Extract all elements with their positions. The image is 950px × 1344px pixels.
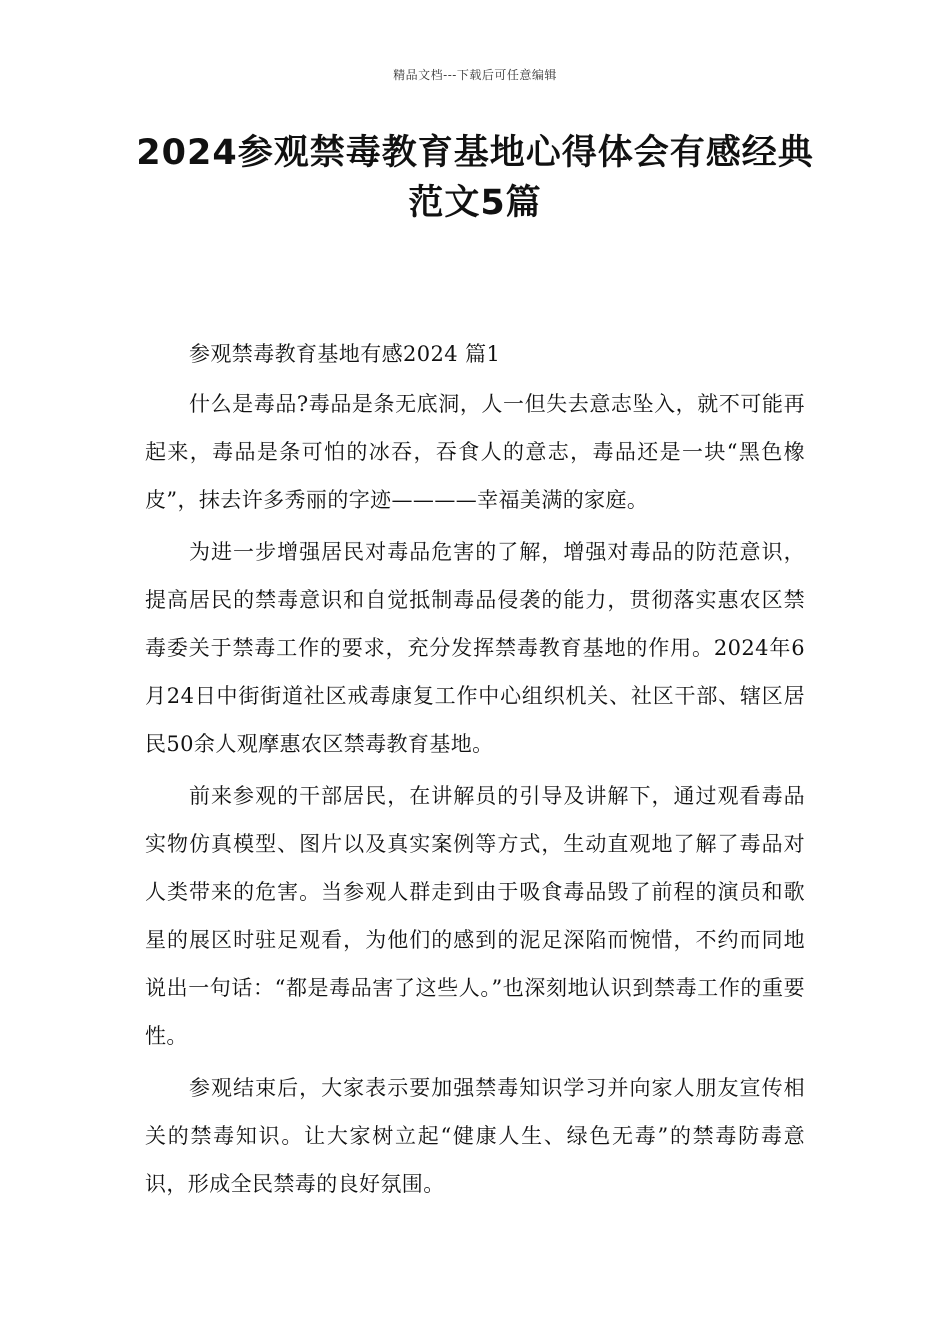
document-body (145, 330, 805, 1212)
document-title: 2024参观禁毒教育基地心得体会有感经典范文5篇 (136, 133, 814, 223)
body-paragraph: 前来参观的干部居民，在讲解员的引导及讲解下，通过观看毒品实物仿真模型、图片以及真实案例等方式，生动直观地了解了毒品对人类带来的危害。当参观人群走到由于吸食毒品毁了前程的演员和歌星的展区时驻足观看，为他们的感到的泥足深陷而惋惜，不约而同地说出一句话：“都是毒品害了这些人。”也深刻地认识到禁毒工作的重要性。 (145, 784, 805, 1048)
body-paragraph: 为进一步增强居民对毒品危害的了解，增强对毒品的防范意识，提高居民的禁毒意识和自觉抵制毒品侵袭的能力，贯彻落实惠农区禁毒委关于禁毒工作的要求，充分发挥禁毒教育基地的作用。2024年6月24日中街街道社区戒毒康复工作中心组织机关、社区干部、辖区居民50余人观摩惠农区禁毒教育基地。 (145, 540, 805, 756)
body-paragraph: 参观结束后，大家表示要加强禁毒知识学习并向家人朋友宣传相关的禁毒知识。让大家树立起“健康人生、绿色无毒”的禁毒防毒意识，形成全民禁毒的良好氛围。 (145, 1076, 805, 1196)
body-paragraph: 什么是毒品?毒品是条无底洞，人一但失去意志坠入，就不可能再起来，毒品是条可怕的冰吞，吞食人的意志，毒品还是一块“黑色橡皮”，抹去许多秀丽的字迹————幸福美满的家庭。 (145, 392, 805, 512)
header-note: 精品文档---下载后可任意编辑 (393, 68, 557, 82)
section-heading: 参观禁毒教育基地有感2024 篇1 (189, 342, 501, 366)
